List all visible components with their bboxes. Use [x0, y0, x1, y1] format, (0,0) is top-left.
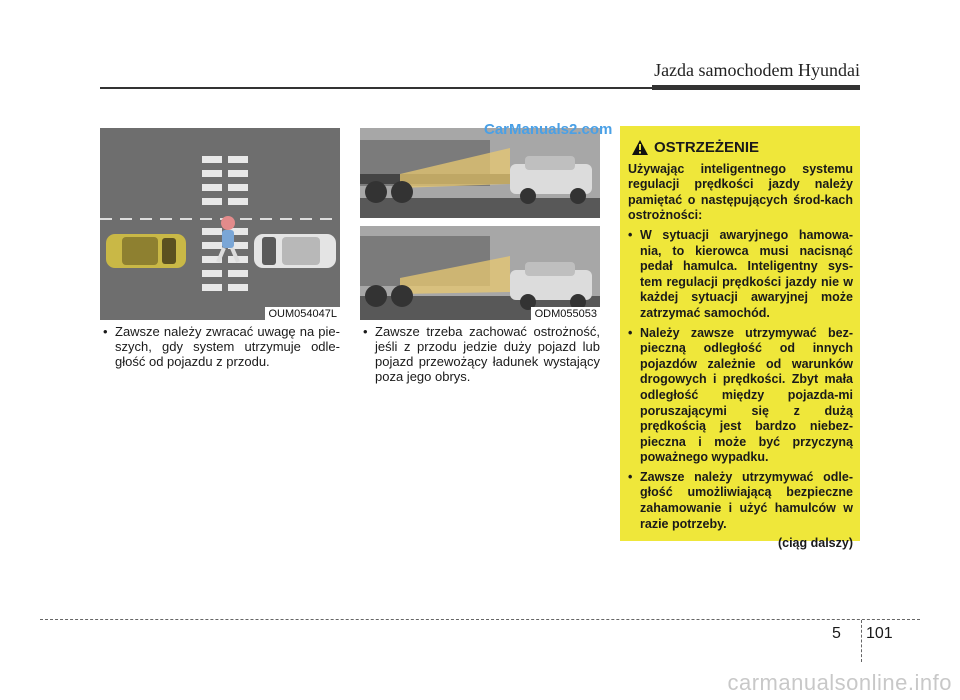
figure-truck-load [360, 128, 600, 320]
warning-continued: (ciąg dalszy) [777, 536, 853, 551]
header-rule-accent [652, 85, 860, 90]
warning-header [632, 140, 853, 156]
warning-title: OSTRZEŻENIE [654, 139, 760, 156]
warning-item-text: W sytuacji awaryjnego hamowa-nia, to kierowca musi nacisnąć pedał hamulca. Inteligentny sys-tem regulacji prędkości jazdy nie w każdej sytuacji awaryjnej może zatrzymać samochód. [640, 227, 853, 320]
page-header-title: Jazda samochodem Hyundai [654, 60, 860, 80]
chapter-number: 5 [832, 625, 841, 642]
yellow-car-icon [106, 234, 186, 268]
figure-code-left: OUM054047L [265, 307, 341, 320]
figure-code-right: ODM055053 [531, 307, 600, 320]
bullet-marker: • [103, 324, 108, 339]
page-number: 101 [866, 625, 893, 642]
warning-item [628, 326, 853, 466]
footer-divider [861, 620, 862, 662]
bullet-marker: • [628, 227, 633, 242]
footer-rule [40, 619, 920, 620]
bullet-right-text: Zawsze trzeba zachować ostrożność, jeśli z przodu jedzie duży pojazd lub pojazd przewożący ładunek wystający poza jego obrys. [375, 324, 600, 384]
site-watermark: carmanualsonline.info [727, 670, 952, 695]
bullet-right [363, 324, 600, 384]
warning-box [620, 126, 860, 551]
warning-item [628, 470, 853, 532]
bullet-marker: • [628, 469, 633, 484]
bullet-marker: • [363, 324, 368, 339]
truck-load-illustration [360, 128, 600, 320]
white-car-icon [254, 234, 336, 268]
figure-pedestrian-crossing [100, 128, 340, 320]
warning-item [628, 228, 853, 322]
pedestrian-crossing-illustration [100, 128, 340, 320]
warning-triangle-icon [632, 140, 648, 155]
watermark-text: CarManuals2.com [484, 121, 613, 138]
bullet-marker: • [628, 325, 633, 340]
warning-item-text: Zawsze należy utrzymywać odle-głość umożliwiającą bezpieczne zahamowanie i użyć hamulców w razie potrzeby. [640, 469, 853, 531]
warning-intro: Używając inteligentnego systemu regulacji prędkości jazdy należy pamiętać o następujących środ-kach ostrożności: [628, 161, 853, 223]
bullet-left-text: Zawsze należy zwracać uwagę na pie-szych, gdy system utrzymuje odle-głość od pojazdu z przodu. [115, 324, 340, 369]
warning-item-text: Należy zawsze utrzymywać bez-pieczną odległość od innych pojazdów zależnie od warunków drogowych i prędkości. Zbyt mała odległość między pojazda-mi poruszającymi się z dużą prędkością jest bardzo niebez-pieczna i może być przyczyną poważnego wypadku. [640, 325, 853, 465]
bullet-left [103, 324, 340, 369]
